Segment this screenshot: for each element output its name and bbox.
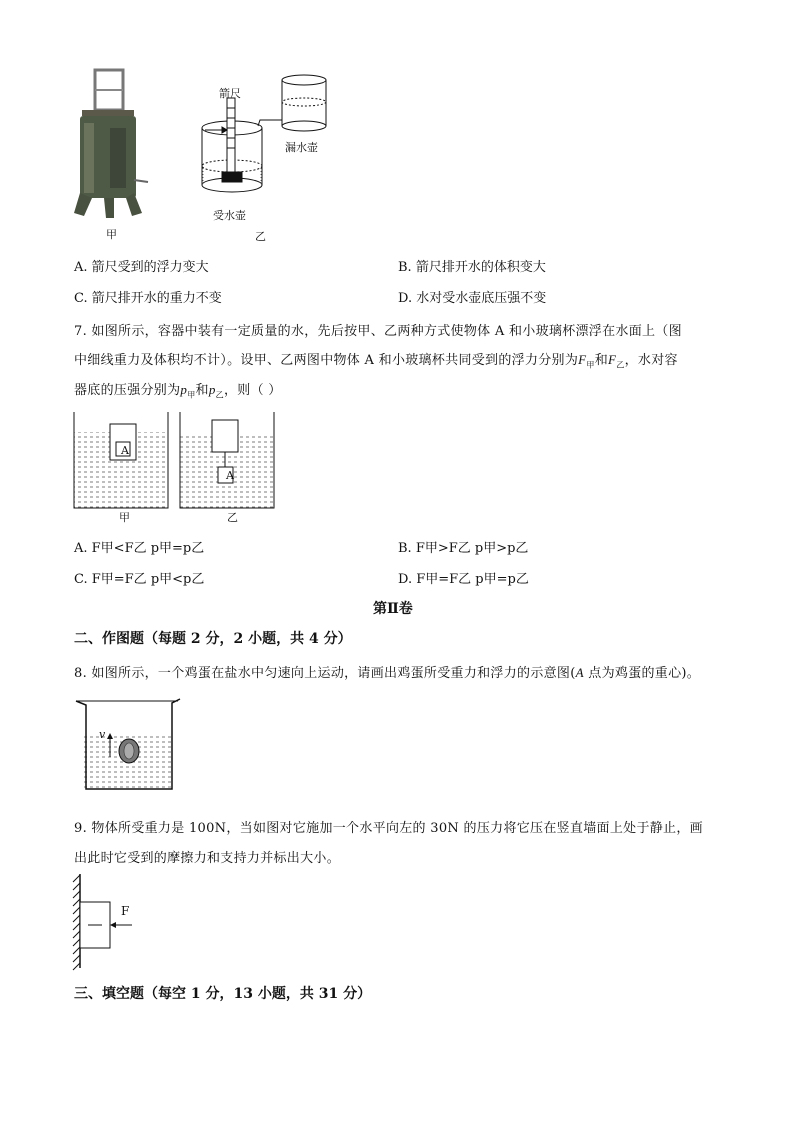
q7-option-c: C. F甲=F乙 p甲<p乙 bbox=[74, 572, 205, 587]
figure-water-clock bbox=[70, 68, 340, 248]
q9-line-2: 出此时它受到的摩擦力和支持力并标出大小。 bbox=[74, 851, 341, 866]
label-loushuihu: 漏水壶 bbox=[285, 141, 318, 154]
q7-option-d: D. F甲=F乙 p甲=p乙 bbox=[398, 572, 529, 587]
q6-option-b: B. 箭尺排开水的体积变大 bbox=[398, 260, 546, 275]
q8-fig-label-v: v bbox=[99, 728, 106, 741]
q7-fig-label-jia: 甲 bbox=[119, 511, 130, 524]
container-yi bbox=[180, 412, 274, 508]
container-jia bbox=[74, 412, 168, 508]
figure-block-wall bbox=[70, 872, 140, 972]
section-2-title: 二、作图题（每题 2 分，2 小题，共 4 分） bbox=[74, 631, 352, 647]
section-3-title: 三、填空题（每空 1 分，13 小题，共 31 分） bbox=[74, 986, 372, 1002]
q7-fig-label-a-jia: A bbox=[121, 444, 129, 457]
q7-fig-label-yi: 乙 bbox=[227, 511, 238, 524]
q7-fig-label-a-yi: A bbox=[226, 469, 234, 482]
bronze-vessel-photo bbox=[74, 70, 148, 218]
q6-option-a: A. 箭尺受到的浮力变大 bbox=[74, 260, 209, 275]
q7-option-a: A. F甲<F乙 p甲=p乙 bbox=[74, 541, 205, 556]
label-shoushuihu: 受水壶 bbox=[213, 209, 246, 222]
figure-beaker-egg bbox=[72, 695, 184, 795]
figure-containers bbox=[72, 410, 280, 510]
q9-fig-label-f: F bbox=[121, 904, 130, 918]
q7-line-2: 中细线重力及体积均不计）。设甲、乙两图中物体 A 和小玻璃杯共同受到的浮力分别为$F_甲$和$F_乙$，水对容 bbox=[74, 352, 678, 370]
q7-line-3: 器底的压强分别为$p_甲$和$p_乙$，则（ ） bbox=[74, 382, 282, 400]
q6-option-c: C. 箭尺排开水的重力不变 bbox=[74, 291, 222, 306]
label-jianchi: 箭尺 bbox=[219, 87, 241, 100]
q6-option-d: D. 水对受水壶底压强不变 bbox=[398, 291, 547, 306]
q8-text: 8. 如图所示，一个鸡蛋在盐水中匀速向上运动，请画出鸡蛋所受重力和浮力的示意图(A 点为鸡蛋的重心)。 bbox=[74, 665, 701, 681]
volume-title: 第Ⅱ卷 bbox=[373, 601, 413, 617]
label-yi: 乙 bbox=[255, 230, 266, 243]
q7-option-b: B. F甲>F乙 p甲>p乙 bbox=[398, 541, 529, 556]
label-jia: 甲 bbox=[106, 228, 117, 241]
water-clock-drawing bbox=[70, 68, 340, 248]
q7-line-1: 7. 如图所示，容器中装有一定质量的水，先后按甲、乙两种方式使物体 A 和小玻璃杯漂浮在水面上（图 bbox=[74, 324, 682, 339]
q9-line-1: 9. 物体所受重力是 100N，当如图对它施加一个水平向左的 30N 的压力将它压在竖直墙面上处于静止，画 bbox=[74, 821, 703, 836]
